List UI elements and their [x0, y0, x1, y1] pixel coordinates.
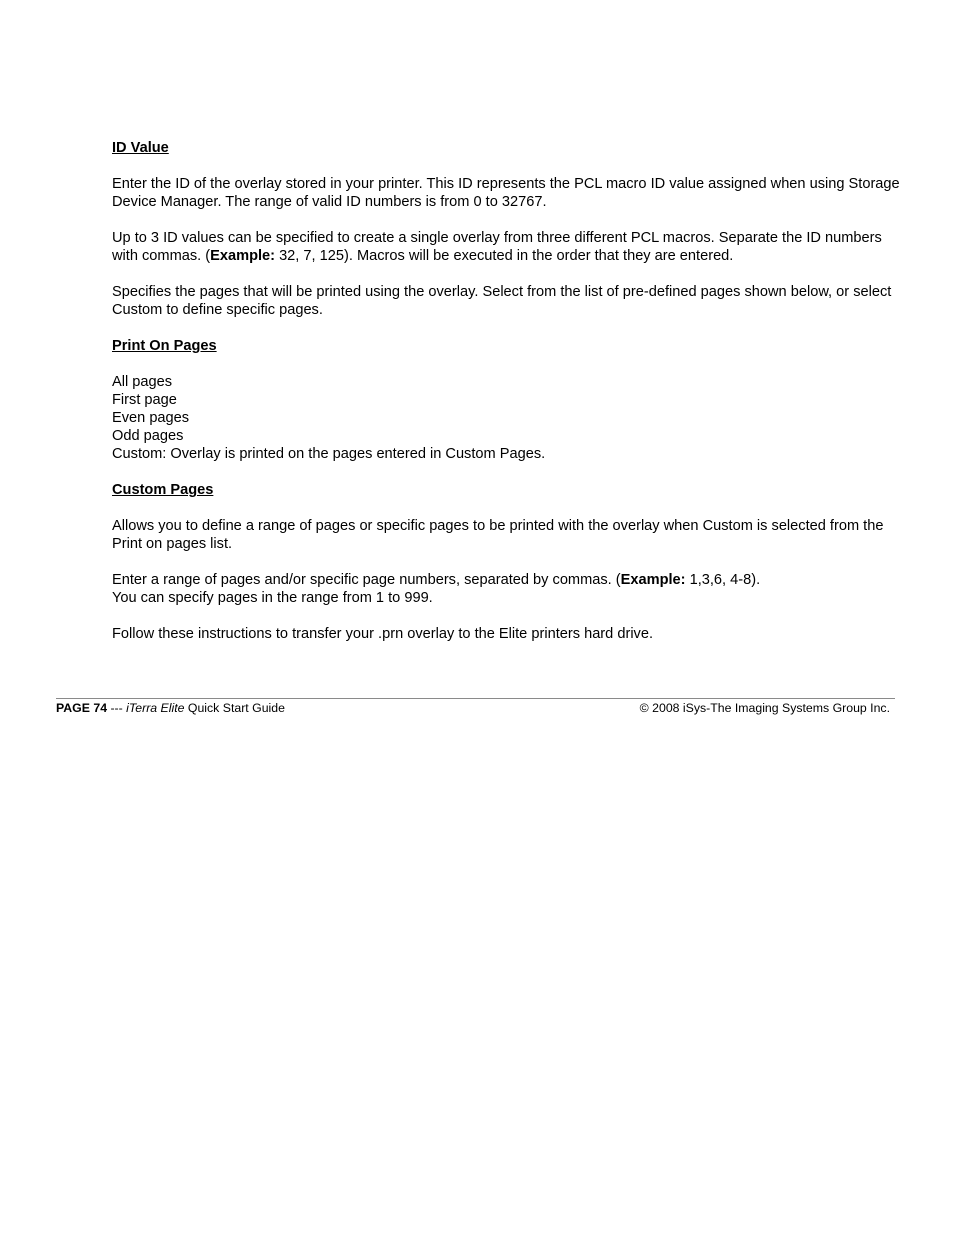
paragraph-custom-range	[112, 571, 902, 607]
paragraph-id-intro: Enter the ID of the overlay stored in your printer. This ID represents the PCL macro ID value assigned when using Storage Device Manager. The range of valid ID numbers is from 0 to 32767.	[112, 176, 900, 210]
copyright: © 2008 iSys-The Imaging Systems Group Inc.	[639, 701, 890, 715]
heading-custom-pages: Custom Pages	[112, 482, 214, 498]
document-body	[112, 139, 902, 661]
heading-id-value: ID Value	[112, 140, 169, 156]
text-segment: 1,3,6, 4-8).	[685, 572, 761, 588]
footer-rule	[56, 698, 895, 699]
guide-name: Quick Start Guide	[184, 701, 285, 715]
paragraph-transfer: Follow these instructions to transfer your .prn overlay to the Elite printers hard drive.	[112, 626, 654, 642]
page-number: PAGE 74	[56, 701, 108, 715]
page-footer	[56, 700, 890, 716]
print-on-pages-list	[112, 373, 902, 463]
footer-separator: ---	[107, 701, 127, 715]
text-segment: Enter a range of pages and/or specific page numbers, separated by commas. (	[112, 572, 621, 588]
text-segment: 32, 7, 125). Macros will be executed in the order that they are entered.	[275, 248, 734, 264]
paragraph-pages-spec: Specifies the pages that will be printed using the overlay. Select from the list of pre-defined pages shown below, or select Custom to define specific pages.	[112, 284, 892, 318]
example-label: Example:	[210, 248, 276, 264]
example-label: Example:	[620, 572, 686, 588]
text-segment: Up to 3 ID values can be specified to create a single overlay from three different PCL macros. Separate the ID numbers with commas. (	[112, 230, 882, 264]
paragraph-id-multiple	[112, 229, 902, 265]
list-item: Even pages	[112, 410, 190, 426]
list-item: Odd pages	[112, 428, 184, 444]
heading-print-on-pages: Print On Pages	[112, 338, 217, 354]
list-item: First page	[112, 392, 177, 408]
product-name: iTerra Elite	[126, 701, 185, 715]
list-item: Custom: Overlay is printed on the pages entered in Custom Pages.	[112, 446, 546, 462]
paragraph-custom-intro: Allows you to define a range of pages or specific pages to be printed with the overlay when Custom is selected from the Print on pages list.	[112, 518, 884, 552]
text-segment: You can specify pages in the range from 1 to 999.	[112, 590, 433, 606]
footer-left	[56, 700, 285, 716]
list-item: All pages	[112, 374, 173, 390]
